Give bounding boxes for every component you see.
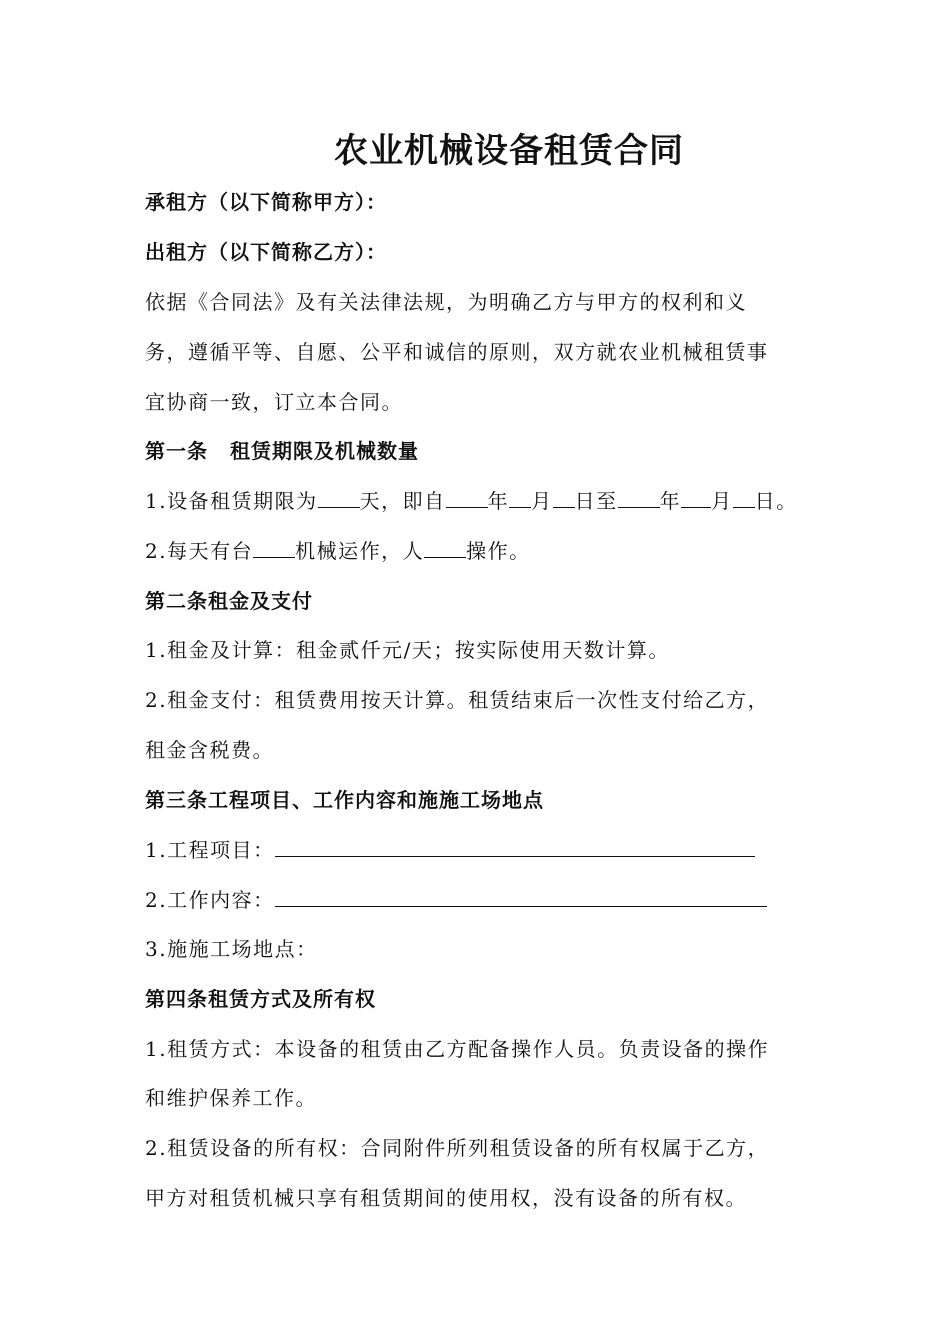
article-2-item-1: 1.租金及计算：租金贰仟元/天；按实际使用天数计算。 [145, 638, 670, 662]
blank-machine-count [253, 537, 295, 558]
blank-project [275, 836, 755, 857]
text-segment: 机械运作，人 [295, 539, 425, 563]
article-1-title: 租赁期限及机械数量 [230, 439, 419, 463]
article-1-item-1 [145, 487, 798, 515]
blank-days [318, 487, 360, 508]
article-1-item-2 [145, 537, 531, 565]
article-3-item-3: 3.施施工场地点： [145, 937, 318, 961]
text-segment: 月 [711, 489, 733, 513]
document-title: 农业机械设备租赁合同 [334, 131, 684, 171]
preamble-line-2: 务，遵循平等、自愿、公平和诚信的原则，双方就农业机械租赁事 [145, 340, 769, 364]
party-a-label: 承租方（以下简称甲方）： [145, 190, 387, 214]
text-segment: 年 [487, 489, 510, 513]
blank-start-month [509, 487, 531, 508]
article-3-item-1 [145, 836, 755, 864]
text-segment: 月 [531, 489, 553, 513]
text-segment: 2.工作内容： [145, 888, 275, 912]
article-3-heading: 第三条工程项目、工作内容和施施工场地点 [145, 788, 544, 812]
article-2-item-2-line-2: 租金含税费。 [145, 738, 274, 762]
article-4-heading: 第四条租赁方式及所有权 [145, 987, 376, 1011]
article-3-item-2 [145, 886, 767, 914]
article-2-heading: 第二条租金及支付 [145, 589, 313, 613]
article-2-item-2-line-1: 2.租金支付：租赁费用按天计算。租赁结束后一次性支付给乙方， [145, 688, 770, 712]
text-segment: 日至 [574, 489, 618, 513]
blank-end-day [733, 487, 755, 508]
text-segment: 操作。 [466, 539, 531, 563]
preamble-line-3: 宜协商一致，订立本合同。 [145, 390, 403, 414]
blank-work-content [275, 886, 767, 907]
party-b-label: 出租方（以下简称乙方）： [145, 240, 387, 264]
preamble-line-1: 依据《合同法》及有关法律法规，为明确乙方与甲方的权利和义 [145, 290, 747, 314]
article-4-item-1-line-2: 和维护保养工作。 [145, 1086, 317, 1110]
blank-start-year [446, 487, 488, 508]
text-segment: 2.每天有台 [145, 539, 254, 563]
article-4-item-2-line-1: 2.租赁设备的所有权：合同附件所列租赁设备的所有权属于乙方， [145, 1136, 770, 1160]
article-1-heading [145, 437, 419, 465]
text-segment: 日。 [754, 489, 798, 513]
blank-operator-count [424, 537, 466, 558]
blank-end-month [681, 487, 711, 508]
text-segment: 年 [659, 489, 682, 513]
text-segment: 1.设备租赁期限为 [145, 489, 318, 513]
text-segment: 1.工程项目： [145, 838, 275, 862]
article-4-item-1-line-1: 1.租赁方式：本设备的租赁由乙方配备操作人员。负责设备的操作 [145, 1037, 770, 1061]
blank-start-day [553, 487, 575, 508]
article-1-number: 第一条 [145, 439, 208, 463]
text-segment: 天，即自 [359, 489, 446, 513]
blank-end-year [618, 487, 660, 508]
article-4-item-2-line-2: 甲方对租赁机械只享有租赁期间的使用权，没有设备的所有权。 [145, 1186, 747, 1210]
